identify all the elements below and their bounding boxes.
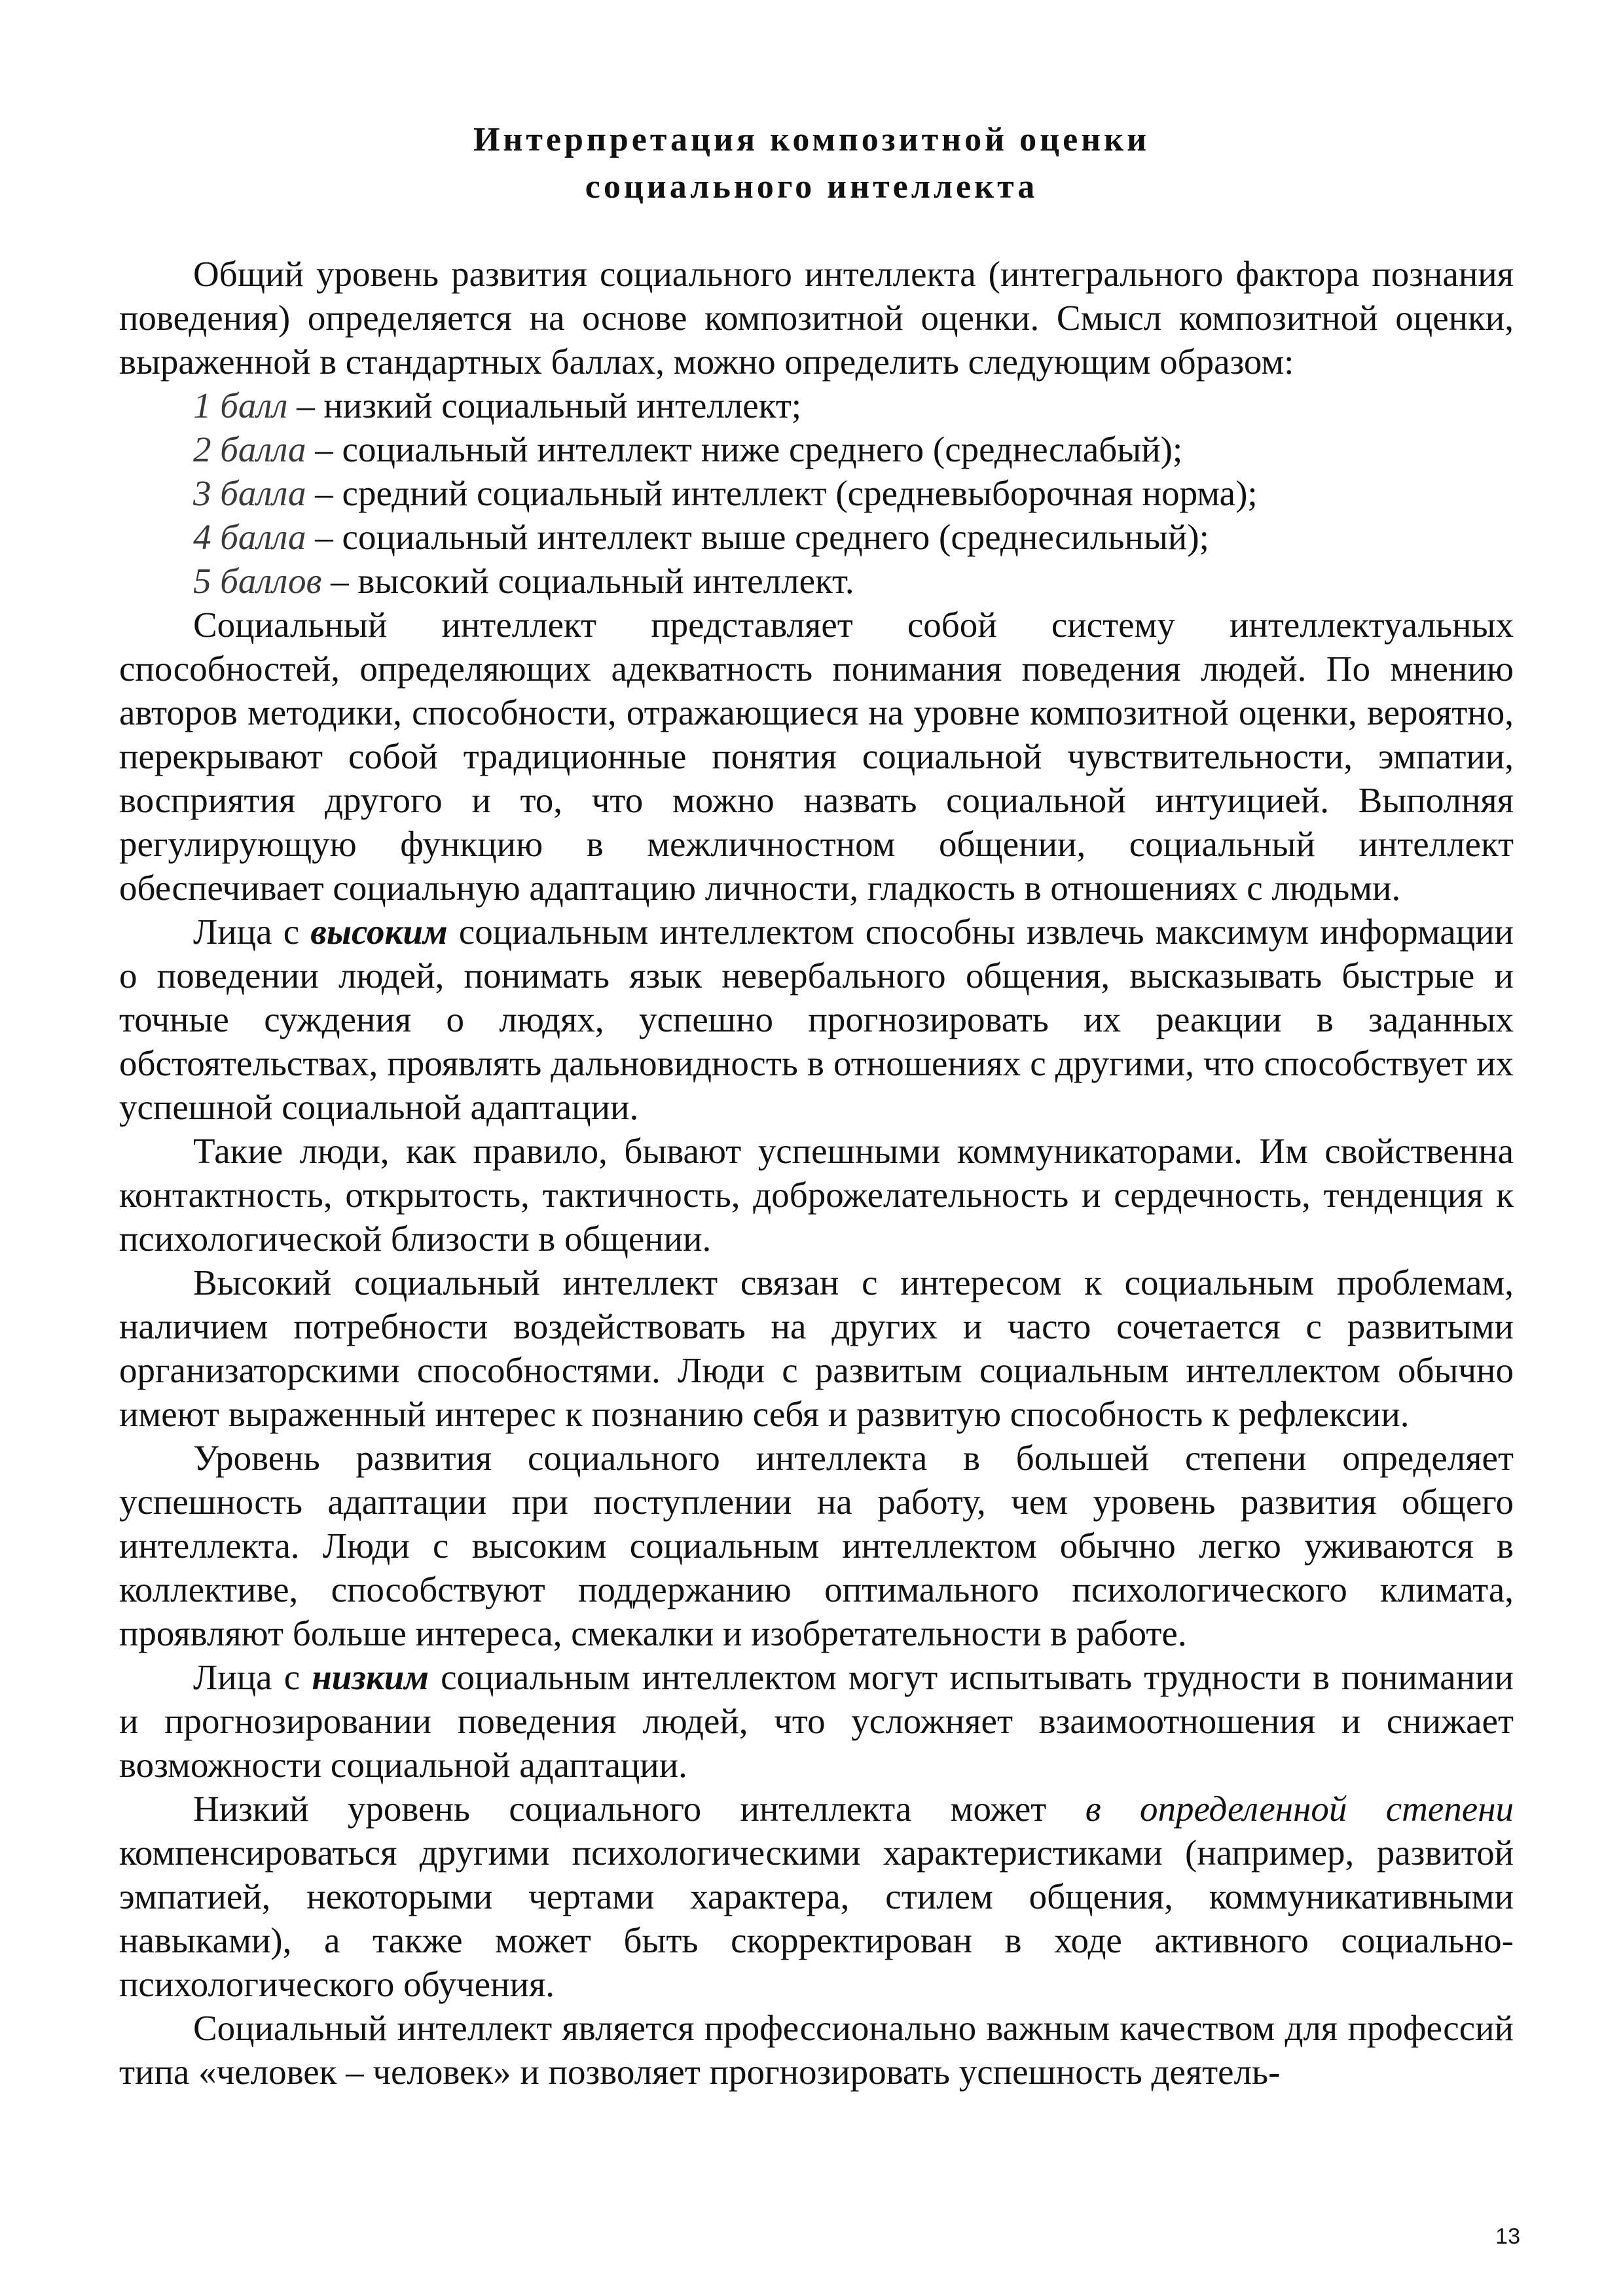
emphasis-high: высоким <box>310 912 448 952</box>
paragraph-interest: Высокий социальный интеллект связан с интересом к социальным проблемам, наличием потребности воздействовать на других и часто сочетается с развитыми организаторскими способностями. Люди с развитым социальным интеллектом обычно имеют выраженный интерес к познанию себя и развитую способность к рефлексии. <box>119 1263 1514 1434</box>
paragraph-professional: Социальный интеллект является профессионально важным качеством для профессий типа «человек – человек» и позволяет прогнозировать успешность деятель- <box>119 2008 1514 2092</box>
level-score: 1 балл <box>193 386 288 425</box>
title-line-2: социального интеллекта <box>585 168 1038 206</box>
list-item <box>119 384 1514 427</box>
level-score: 2 балла <box>193 429 306 469</box>
level-text: – социальный интеллект выше среднего (среднесильный); <box>306 517 1209 557</box>
emphasis-degree: в определенной степени <box>1085 1789 1514 1829</box>
text-run: Низкий уровень социального интеллекта может <box>193 1789 1085 1829</box>
text-run: социальным интеллектом могут испытывать трудности в понимании и прогнозировании поведения людей, что усложняет взаимоотношения и снижает возможности социальной адаптации. <box>119 1657 1514 1785</box>
level-text: – социальный интеллект ниже среднего (среднеслабый); <box>306 429 1183 469</box>
list-item <box>119 515 1514 559</box>
paragraph-compensation <box>119 1787 1514 2006</box>
paragraph-low <box>119 1655 1514 1787</box>
text-run: Лица с <box>193 1657 312 1697</box>
paragraph-system: Социальный интеллект представляет собой систему интеллектуальных способностей, определяющих адекватность понимания поведения людей. По мнению авторов методики, способности, отражающиеся на уровне композитной оценки, вероятно, перекрывают собой традиционные понятия социальной чувствительности, эмпатии, восприятия другого и то, что можно назвать социальной интуицией. Выполняя регулирующую функцию в межличностном общении, социальный интеллект обеспечивает социальную адаптацию личности, гладкость в отношениях с людьми. <box>119 605 1514 908</box>
paragraph-level: Уровень развития социального интеллекта в большей степени определяет успешность адаптации при поступлении на работу, чем уровень развития общего интеллекта. Люди с высоким социальным интеллектом обычно легко уживаются в коллективе, способствуют поддержанию оптимального психологического климата, проявляют больше интереса, смекалки и изобретательности в работе. <box>119 1438 1514 1653</box>
title-line-1: Интерпретация композитной оценки <box>473 121 1150 158</box>
level-score: 4 балла <box>193 517 306 557</box>
page-number: 13 <box>1495 2224 1520 2249</box>
paragraph-communicators: Такие люди, как правило, бывают успешными коммуникаторами. Им свойственна контактность, открытость, тактичность, доброжелательность и сердечность, тенденция к психологической близости в общении. <box>119 1131 1514 1259</box>
text-run: компенсироваться другими психологическими характеристиками (например, развитой эмпатией, некоторыми чертами характера, стилем общения, коммуникативными навыками), а также может быть скорректирован в ходе активного социально-психологического обучения. <box>119 1833 1514 2004</box>
paragraph-high <box>119 910 1514 1129</box>
list-item <box>119 559 1514 603</box>
body-text <box>119 252 1514 2094</box>
score-levels-list <box>119 384 1514 603</box>
level-text: – высокий социальный интеллект. <box>321 561 854 601</box>
paragraph-intro: Общий уровень развития социального интеллекта (интегрального фактора познания поведения) определяется на основе композитной оценки. Смысл композитной оценки, выраженной в стандартных баллах, можно определить следующим образом: <box>119 254 1514 382</box>
list-item <box>119 471 1514 515</box>
level-text: – средний социальный интеллект (средневыборочная норма); <box>306 473 1258 513</box>
text-run: социальным интеллектом способны извлечь максимум информации о поведении людей, понимать язык невербального общения, высказывать быстрые и точные суждения о людях, успешно прогнозировать их реакции в заданных обстоятельствах, проявлять дальновидность в отношениях с другими, что способствует их успешной социальной адаптации. <box>119 912 1514 1127</box>
level-text: – низкий социальный интеллект; <box>287 386 802 425</box>
text-run: Лица с <box>193 912 311 952</box>
level-score: 5 баллов <box>193 561 322 601</box>
level-score: 3 балла <box>193 473 306 513</box>
list-item <box>119 427 1514 471</box>
emphasis-low: низким <box>312 1657 429 1697</box>
